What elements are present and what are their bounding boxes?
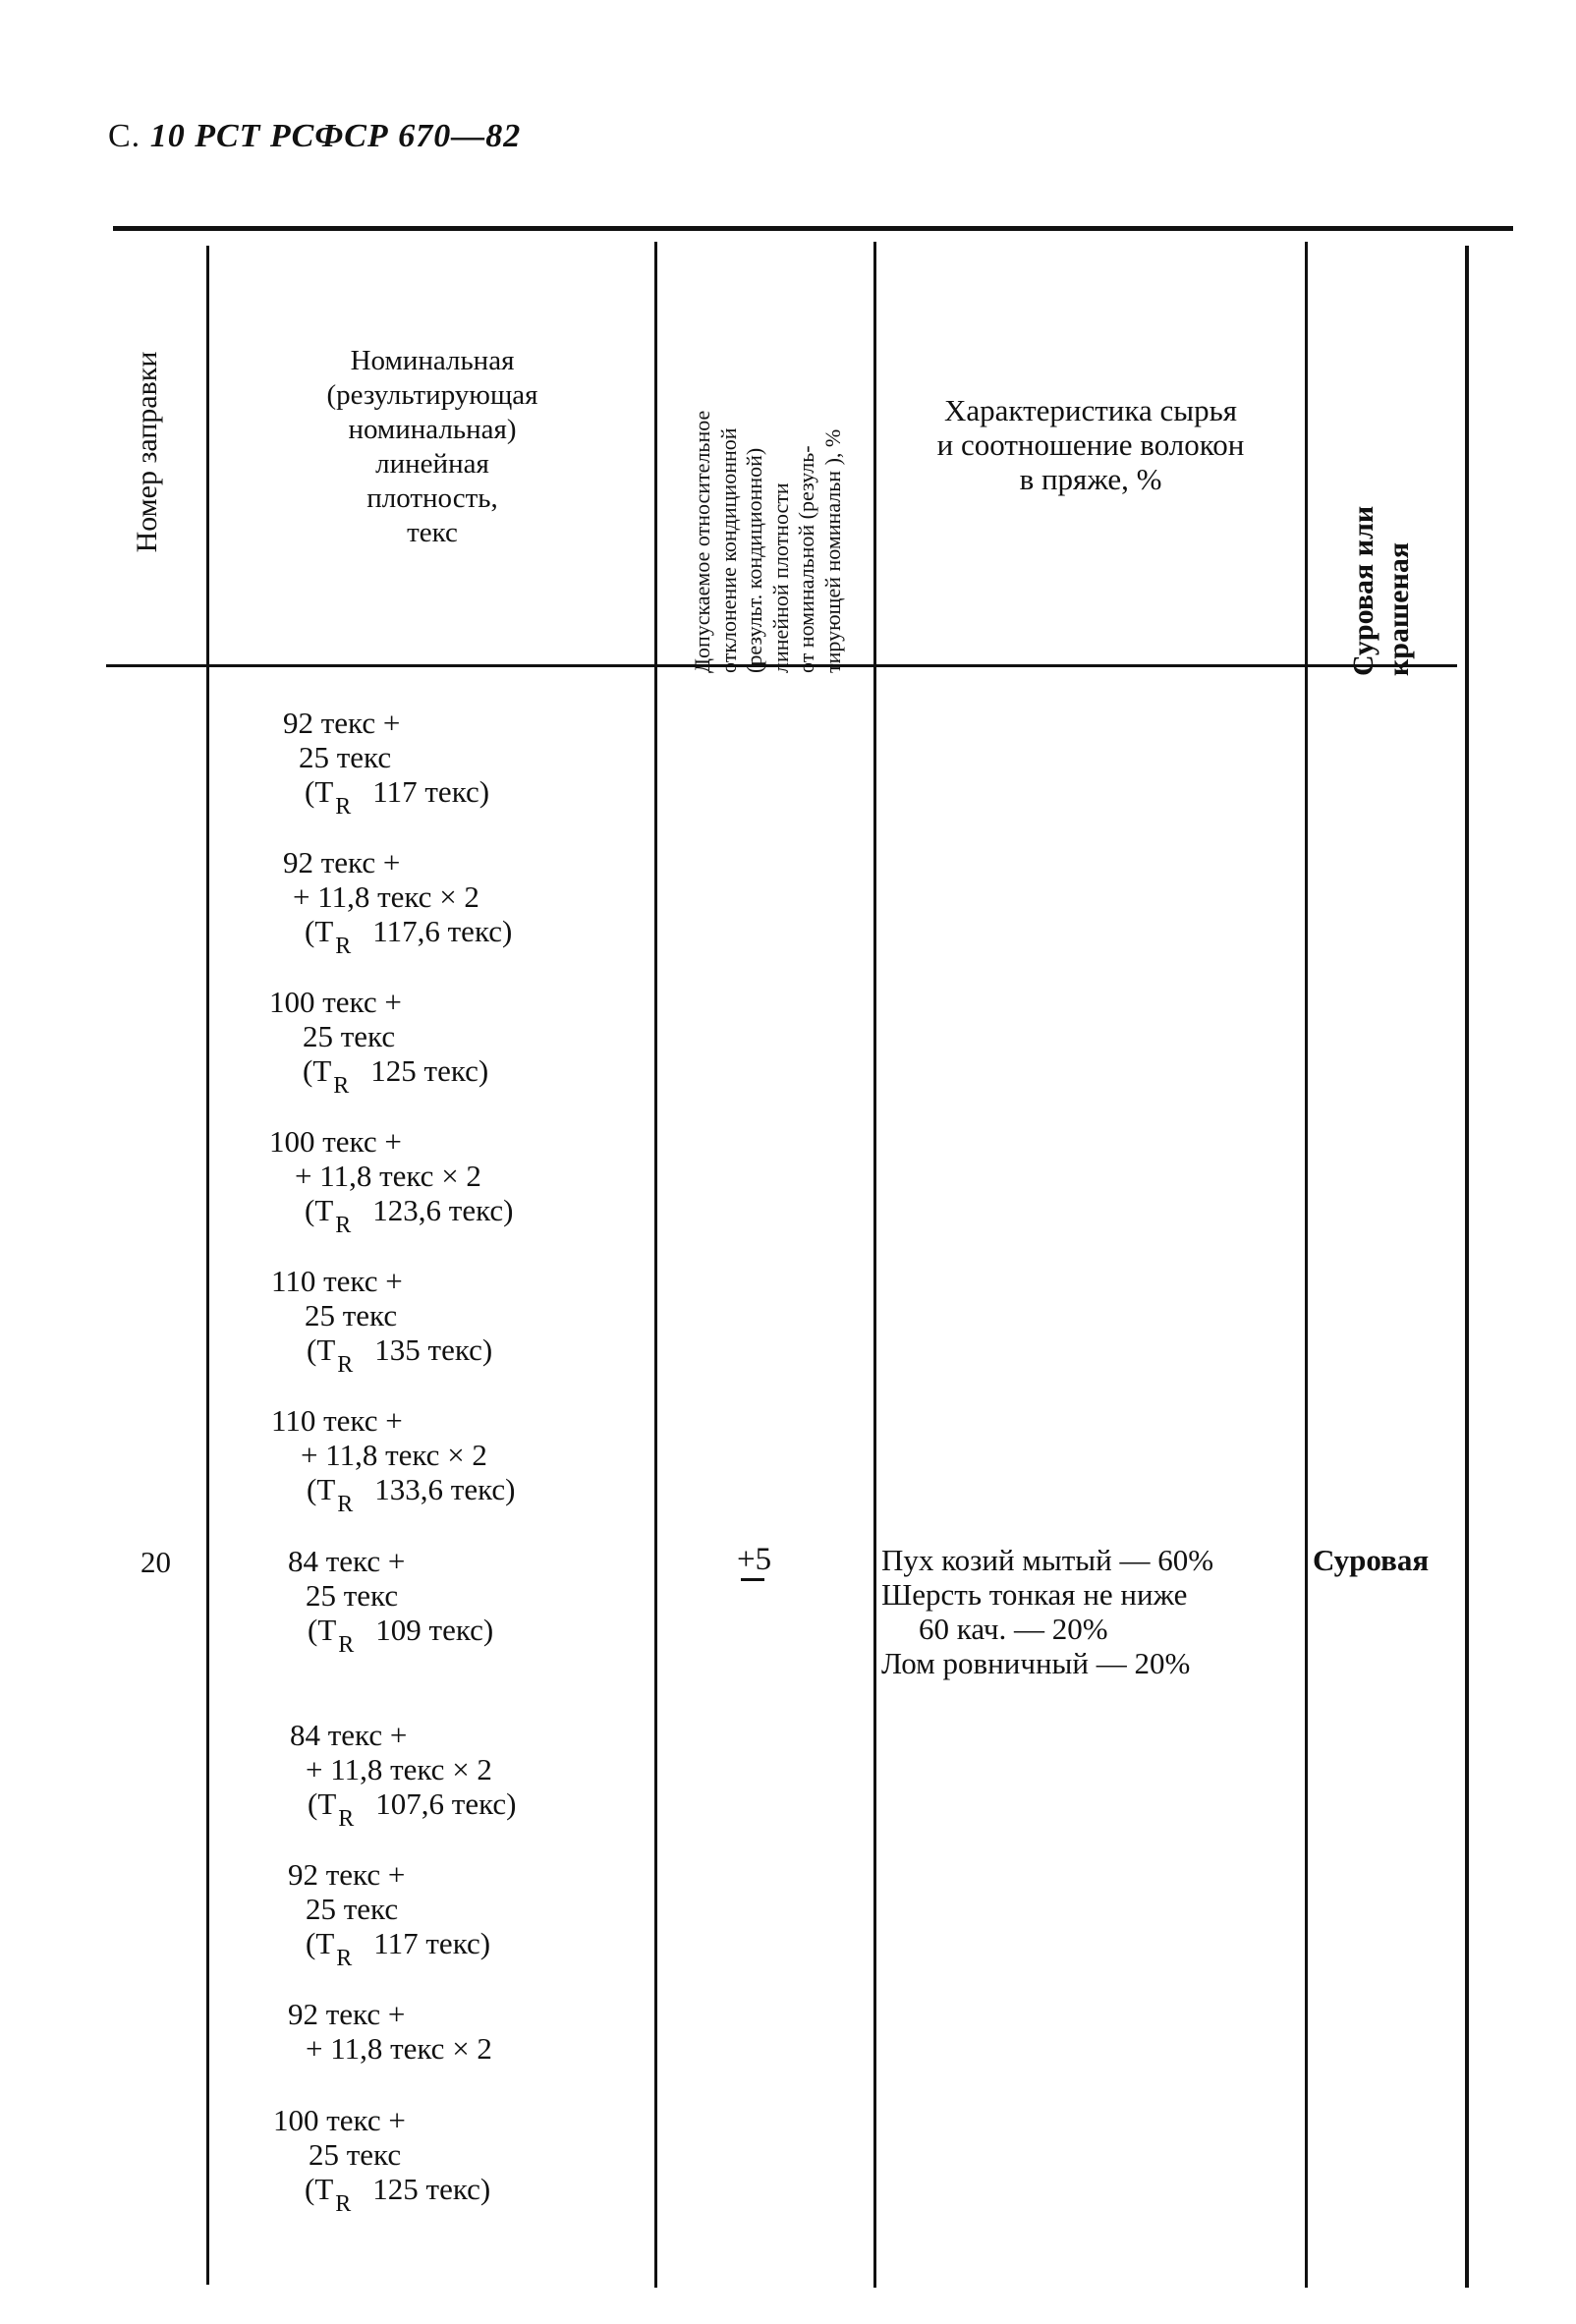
row-number: 20 [141,1545,171,1579]
page-prefix: С. [108,118,141,154]
finish-header-line: крашеная [1382,541,1415,676]
density-entry: 84 текс + 25 текс ($Т_R$ 109 текс) [288,1544,494,1658]
page-number: 10 [149,118,186,154]
density-header-line: (результирующая [326,379,538,411]
tolerance-value [737,1543,771,1581]
material-header-line: Характеристика сырья [944,393,1237,427]
density-header-line: плотность, [366,482,498,514]
material-line: Шерсть тонкая не ниже [881,1577,1188,1612]
density-entry: 100 текс + 25 текс ($Т_R$ 125 текс) [269,985,489,1099]
material-line: 60 кач. — 20% [919,1612,1108,1646]
col-header-number: Номер заправки [131,351,163,553]
tolerance-header-line: линейной плотности [767,482,793,673]
tolerance-header-line: Допускаемое относительное [690,410,714,673]
tolerance-header-line: от номинальной (резуль- [794,445,818,673]
density-entry: 84 текс + + 11,8 текс × 2 ($Т_R$ 107,6 текс) [290,1718,517,1832]
col-divider-4 [1305,242,1308,2288]
col-header-tolerance [690,280,847,673]
minus-sign-icon [741,1578,764,1581]
tolerance-sign: +5 [737,1542,772,1577]
material-description [881,1543,1213,1680]
density-header-line: номинальная) [348,414,517,445]
doc-code: РСТ РСФСР 670—82 [195,118,522,154]
density-entry: 110 текс + + 11,8 текс × 2 ($Т_R$ 133,6 текс) [271,1403,516,1517]
col-divider-3 [873,242,876,2288]
table-top-rule [113,226,1513,231]
col-divider-2 [654,242,657,2288]
density-header-line: линейная [375,448,489,480]
col-divider-5 [1465,246,1469,2288]
page-header [108,118,521,155]
tolerance-header-line: (результ. кондиционной) [742,447,766,673]
finish-header-line: Суровая или [1347,505,1379,676]
density-entry: 92 текс + + 11,8 текс × 2 ($Т_R$ 117,6 текс) [283,845,513,959]
density-entry: 100 текс + + 11,8 текс × 2 ($Т_R$ 123,6 текс) [269,1124,514,1238]
material-header-line: и соотношение волокон [936,427,1245,462]
density-header-line: Номинальная [350,345,515,376]
density-entry: 110 текс + 25 текс ($Т_R$ 135 текс) [271,1264,493,1378]
finish-value: Суровая [1313,1543,1430,1577]
col-divider-1 [206,246,209,2285]
density-entry: 92 текс + 25 текс ($Т_R$ 117 текс) [283,706,490,820]
density-entry: 92 текс + + 11,8 текс × 2 [288,1997,492,2066]
density-header-line: текс [407,517,458,548]
col-header-density [236,344,629,550]
material-line: Лом ровничный — 20% [881,1646,1191,1680]
col-header-finish [1346,381,1425,676]
density-entry: 100 текс + 25 текс ($Т_R$ 125 текс) [273,2103,491,2217]
tolerance-header-line: отклонение кондиционной [715,427,741,673]
material-line: Пух козий мытый — 60% [881,1543,1214,1577]
material-header-line: в пряже, % [1019,462,1162,496]
density-entry: 92 текс + 25 текс ($Т_R$ 117 текс) [288,1857,491,1971]
col-header-material [879,393,1302,496]
tolerance-header-line: тирующей номинальн ), % [819,428,845,673]
